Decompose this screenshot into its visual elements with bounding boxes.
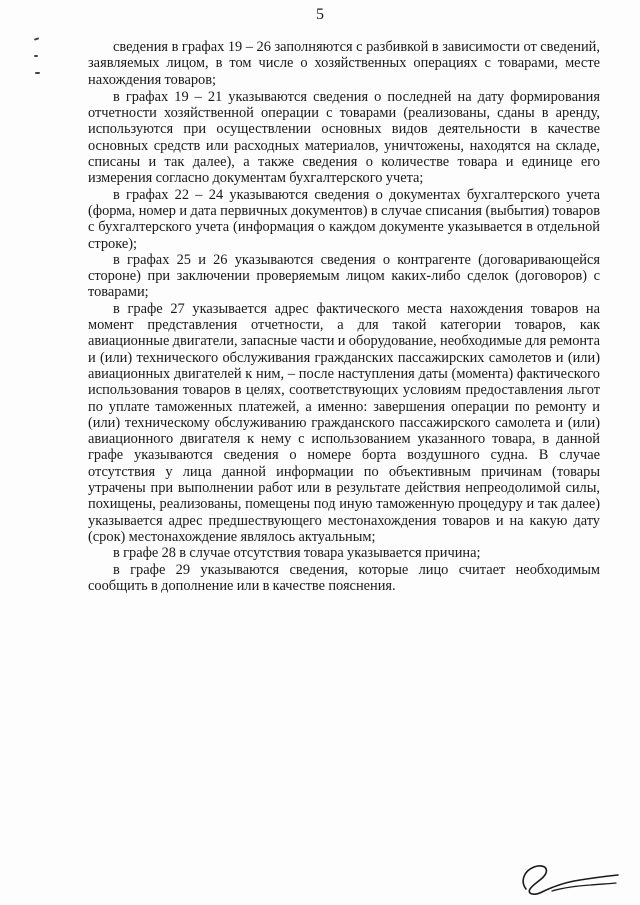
paragraph: в графах 25 и 26 указываются сведения о контрагенте (договаривающейся стороне) при заключении проверяемым лицом каких-либо сделок (договоров) с товарами;: [88, 251, 600, 301]
page-number: 5: [316, 6, 324, 23]
scan-artifact-mark: [34, 55, 38, 57]
document-body: [88, 39, 600, 594]
paragraph: сведения в графах 19 – 26 заполняются с разбивкой в зависимости от сведений, заявляемых лицом, в том числе о хозяйственных операциях с товарами, месте нахождения товаров;: [88, 39, 600, 88]
paragraph: в графах 19 – 21 указываются сведения о последней на дату формирования отчетности хозяйственной операции с товарами (реализованы, сданы в аренду, используются при осуществлении основных видов деятельности в качестве основных средств или расходных материалов, уничтожены, находятся на складе, списаны и так далее), а также сведения о количестве товара и единице его измерения согласно документам бухгалтерского учета;: [88, 88, 600, 187]
paragraph: в графе 29 указываются сведения, которые лицо считает необходимым сообщить в дополнение или в качестве пояснения.: [88, 561, 600, 594]
scan-artifact-mark: [34, 37, 39, 40]
paragraph: в графе 28 в случае отсутствия товара указывается причина;: [113, 545, 481, 562]
paragraph: в графах 22 – 24 указываются сведения о документах бухгалтерского учета (форма, номер и дата первичных документов) в случае списания (выбытия) товаров с бухгалтерского учета (информация о каждом документе указывается в отдельной строке);: [88, 186, 600, 252]
handwritten-signature: [512, 853, 624, 899]
scan-artifact-mark: [35, 72, 40, 74]
signature-stroke: [523, 866, 618, 894]
paragraph: в графе 27 указывается адрес фактического места нахождения товаров на момент представления отчетности, а для такой категории товаров, как авиационные двигатели, запасные части и оборудование, необходимые для ремонта и (или) технического обслуживания гражданских пассажирских самолетов и (или) авиационных двигателей к ним, – после наступления даты (момента) фактического использования товаров в целях, соответствующих условиям предоставления льгот по уплате таможенных платежей, а именно: завершения операции по ремонту и (или) техническому обслуживанию гражданского пассажирского самолета и (или) авиационного двигателя к нему с использованием указанного товара, в данной графе указываются сведения о номере борта воздушного судна. В случае отсутствия у лица данной информации по объективным причинам (товары утрачены при выполнении работ или в результате действия непреодолимой силы, похищены, реализованы, помещены под иную таможенную процедуру и так далее) указывается адрес предшествующего местонахождения товаров и на какую дату (срок) местонахождение являлось актуальным;: [88, 300, 600, 545]
